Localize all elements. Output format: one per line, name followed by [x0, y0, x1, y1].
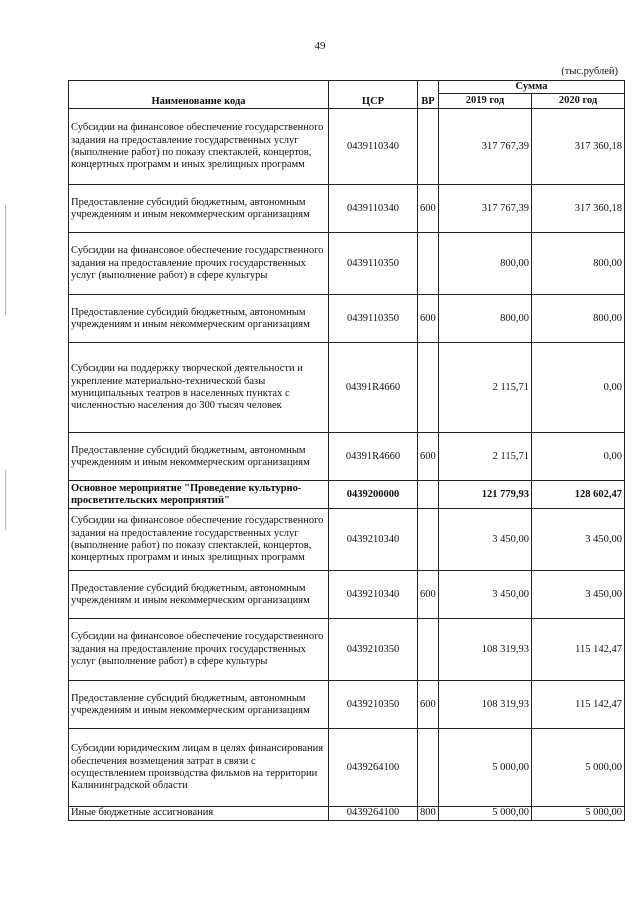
table-row [69, 807, 625, 820]
scan-artifact [5, 470, 6, 530]
row-csr: 0439264100 [329, 729, 418, 807]
row-amount-2020: 317 360,18 [532, 109, 625, 185]
row-vr: 600 [418, 571, 439, 619]
row-amount-2019: 121 779,93 [439, 481, 532, 509]
header-name: Наименование кода [69, 81, 329, 109]
row-vr [418, 481, 439, 509]
row-name: Субсидии на поддержку творческой деятельности и укрепление материально-технической базы муниципальных театров в населенных пунктах с численностью населения до 300 тысяч человек [69, 343, 329, 433]
row-name: Субсидии на финансовое обеспечение государственного задания на предоставление прочих государственных услуг (выполнение работ) в сфере культуры [69, 233, 329, 295]
row-amount-2020: 800,00 [532, 233, 625, 295]
row-vr: 600 [418, 433, 439, 481]
row-amount-2019: 3 450,00 [439, 571, 532, 619]
row-csr: 0439210340 [329, 509, 418, 571]
table-row [69, 343, 625, 433]
row-amount-2019: 800,00 [439, 233, 532, 295]
row-vr [418, 343, 439, 433]
row-amount-2019: 2 115,71 [439, 433, 532, 481]
row-csr: 0439210350 [329, 681, 418, 729]
row-amount-2019: 2 115,71 [439, 343, 532, 433]
table-body [69, 109, 625, 820]
row-amount-2019: 317 767,39 [439, 185, 532, 233]
table-row [69, 509, 625, 571]
row-vr: 600 [418, 295, 439, 343]
row-csr: 0439264100 [329, 807, 418, 820]
row-amount-2020: 3 450,00 [532, 571, 625, 619]
header-csr: ЦСР [329, 81, 418, 109]
row-vr [418, 233, 439, 295]
row-name: Субсидии на финансовое обеспечение государственного задания на предоставление государственных услуг (выполнение работ) по показу спектаклей, концертов, концертных программ и иных зрелищных программ [69, 109, 329, 185]
row-amount-2019: 5 000,00 [439, 729, 532, 807]
row-amount-2020: 0,00 [532, 433, 625, 481]
row-vr [418, 729, 439, 807]
row-amount-2020: 317 360,18 [532, 185, 625, 233]
row-vr [418, 619, 439, 681]
row-csr: 0439110350 [329, 233, 418, 295]
header-year-2019: 2019 год [439, 94, 532, 109]
table-row [69, 185, 625, 233]
row-amount-2020: 128 602,47 [532, 481, 625, 509]
row-amount-2020: 800,00 [532, 295, 625, 343]
row-vr: 800 [418, 807, 439, 820]
row-csr: 04391R4660 [329, 343, 418, 433]
row-name: Предоставление субсидий бюджетным, автономным учреждениям и иным некоммерческим организациям [69, 433, 329, 481]
row-name: Предоставление субсидий бюджетным, автономным учреждениям и иным некоммерческим организациям [69, 681, 329, 729]
row-amount-2020: 0,00 [532, 343, 625, 433]
row-vr [418, 509, 439, 571]
units-label: (тыс.рублей) [561, 66, 618, 77]
row-vr: 600 [418, 681, 439, 729]
row-amount-2020: 5 000,00 [532, 807, 625, 820]
row-name: Субсидии юридическим лицам в целях финансирования обеспечения возмещения затрат в связи с осуществлением производства фильмов на территории Калининградской области [69, 729, 329, 807]
row-csr: 04391R4660 [329, 433, 418, 481]
table-row [69, 295, 625, 343]
row-vr: 600 [418, 185, 439, 233]
header-year-2020: 2020 год [532, 94, 625, 109]
table-row [69, 481, 625, 509]
row-name: Субсидии на финансовое обеспечение государственного задания на предоставление государственных услуг (выполнение работ) по показу спектаклей, концертов, концертных программ и иных зрелищных программ [69, 509, 329, 571]
row-vr [418, 109, 439, 185]
table-row [69, 681, 625, 729]
budget-table [68, 80, 625, 821]
header-sum: Сумма [439, 81, 625, 94]
row-amount-2020: 3 450,00 [532, 509, 625, 571]
header-vr: ВР [418, 81, 439, 109]
table-row [69, 571, 625, 619]
row-csr: 0439110340 [329, 185, 418, 233]
row-amount-2020: 5 000,00 [532, 729, 625, 807]
row-name: Предоставление субсидий бюджетным, автономным учреждениям и иным некоммерческим организациям [69, 571, 329, 619]
row-amount-2020: 115 142,47 [532, 619, 625, 681]
page-number: 49 [314, 40, 326, 52]
row-amount-2019: 800,00 [439, 295, 532, 343]
table-row [69, 433, 625, 481]
row-csr: 0439210340 [329, 571, 418, 619]
row-amount-2019: 3 450,00 [439, 509, 532, 571]
row-name: Предоставление субсидий бюджетным, автономным учреждениям и иным некоммерческим организациям [69, 185, 329, 233]
row-amount-2019: 108 319,93 [439, 681, 532, 729]
table-row [69, 233, 625, 295]
row-name: Основное мероприятие "Проведение культурно-просветительских мероприятий" [69, 481, 329, 509]
row-csr: 0439200000 [329, 481, 418, 509]
row-csr: 0439110350 [329, 295, 418, 343]
row-amount-2019: 108 319,93 [439, 619, 532, 681]
table-row [69, 729, 625, 807]
row-name: Иные бюджетные ассигнования [69, 807, 329, 820]
table-row [69, 109, 625, 185]
table-row [69, 619, 625, 681]
scan-artifact [5, 205, 6, 315]
row-name: Предоставление субсидий бюджетным, автономным учреждениям и иным некоммерческим организациям [69, 295, 329, 343]
row-csr: 0439210350 [329, 619, 418, 681]
row-amount-2019: 317 767,39 [439, 109, 532, 185]
row-amount-2020: 115 142,47 [532, 681, 625, 729]
row-name: Субсидии на финансовое обеспечение государственного задания на предоставление прочих государственных услуг (выполнение работ) в сфере культуры [69, 619, 329, 681]
row-amount-2019: 5 000,00 [439, 807, 532, 820]
row-csr: 0439110340 [329, 109, 418, 185]
